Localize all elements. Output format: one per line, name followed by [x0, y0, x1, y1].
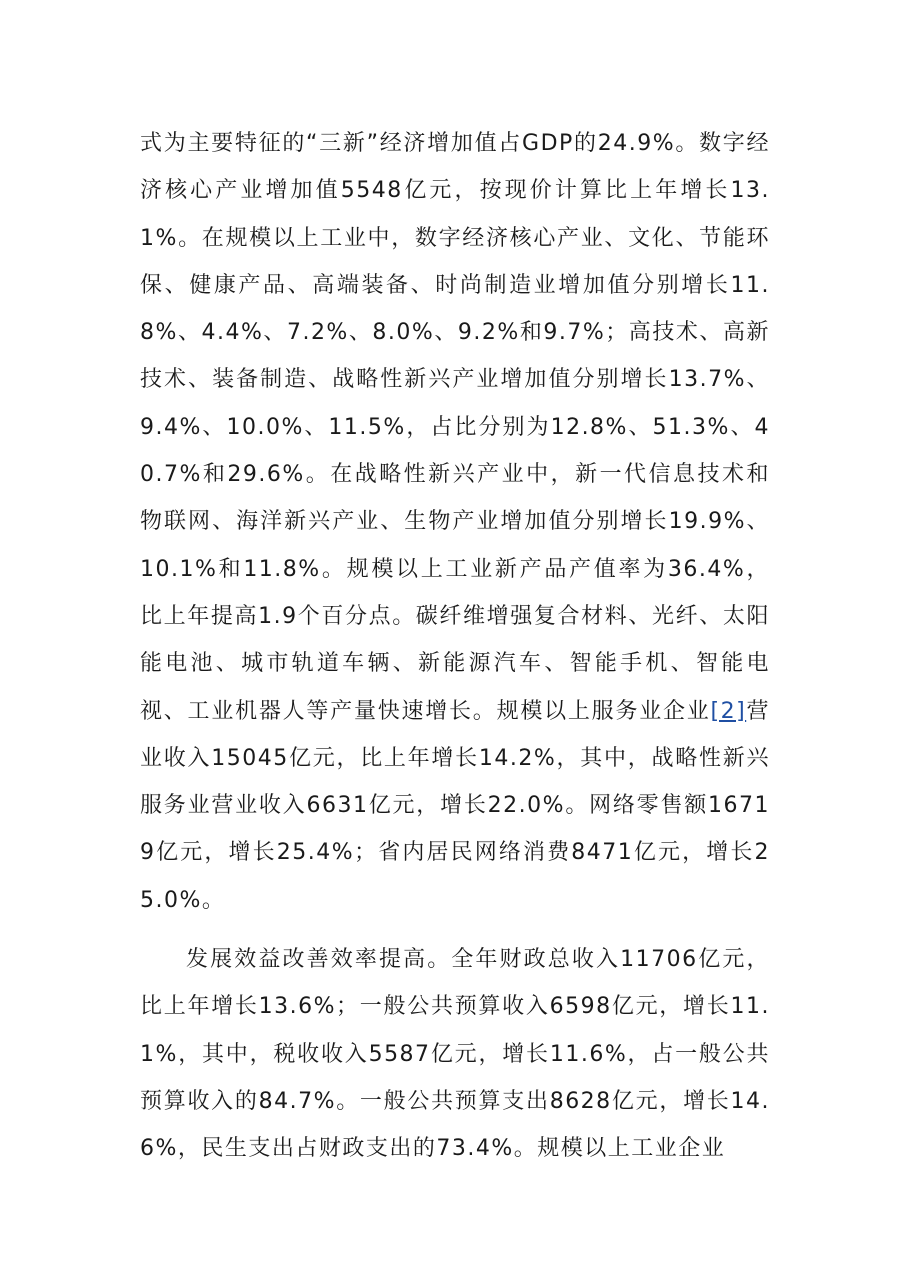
paragraph-new-economy	[140, 120, 770, 924]
paragraph-efficiency: 发展效益改善效率提高。全年财政总收入11706亿元，比上年增长13.6%；一般公共预算收入6598亿元，增长11.1%，其中，税收收入5587亿元，增长11.6%，占一般公共预算收入的84.7%。一般公共预算支出8628亿元，增长14.6%，民生支出占财政支出的73.4%。规模以上工业企业	[140, 947, 770, 1162]
document-page	[140, 120, 770, 1173]
paragraph-text: 式为主要特征的“三新”经济增加值占GDP的24.9%。数字经济核心产业增加值5548亿元，按现价计算比上年增长13.1%。在规模以上工业中，数字经济核心产业、文化、节能环保、健康产品、高端装备、时尚制造业增加值分别增长11.8%、4.4%、7.2%、8.0%、9.2%和9.7%；高技术、高新技术、装备制造、战略性新兴产业增加值分别增长13.7%、9.4%、10.0%、11.5%，占比分别为12.8%、51.3%、40.7%和29.6%。在战略性新兴产业中，新一代信息技术和物联网、海洋新兴产业、生物产业增加值分别增长19.9%、10.1%和11.8%。规模以上工业新产品产值率为36.4%，比上年提高1.9个百分点。碳纤维增强复合材料、光纤、太阳能电池、城市轨道车辆、新能源汽车、智能手机、智能电视、工业机器人等产量快速增长。规模以上服务业企业	[140, 131, 770, 724]
paragraph-text-continued: 营业收入15045亿元，比上年增长14.2%，其中，战略性新兴服务业营业收入6631亿元，增长22.0%。网络零售额16719亿元，增长25.4%；省内居民网络消费8471亿元，增长25.0%。	[140, 698, 770, 913]
footnote-reference-link[interactable]: [2]	[710, 698, 747, 724]
